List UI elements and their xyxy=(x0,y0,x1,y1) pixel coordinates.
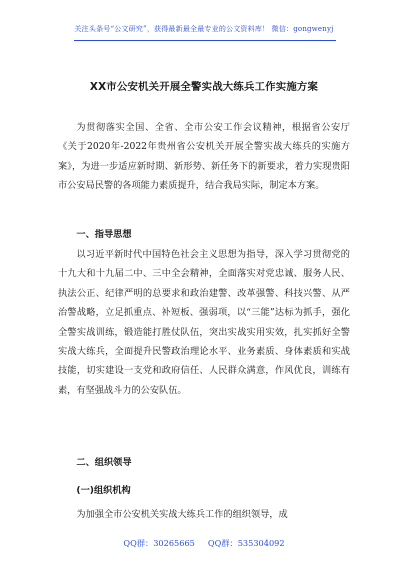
section-heading-organization: 二、组织领导 xyxy=(76,457,132,468)
intro-paragraph: 为贯彻落实全国、全省、全市公安工作会议精神，根据省公安厅《关于2020年-2022年贵州省公安机关开展全警实战大练兵的实施方案》，为进一步适应新时期、新形势、新任务下的新要求，着力实现贵阳市公安局民警的各项能力素质提升，结合我局实际，制定本方案。 xyxy=(58,122,350,192)
org-structure-paragraph: 为加强全市公安机关实战大练兵工作的组织领导，成 xyxy=(76,509,288,520)
header-promo-note: 关注头条号“公文研究”，获得最新最全最专业的公文资料库！ 微信：gongwenyj xyxy=(74,25,334,33)
subsection-heading-org-structure: (一)组织机构 xyxy=(76,485,131,496)
document-title: XX市公安机关开展全警实战大练兵工作实施方案 xyxy=(89,81,319,93)
footer-qq-groups: QQ群：30265665 QQ群：535304092 xyxy=(123,538,285,548)
header-divider xyxy=(74,40,336,41)
guiding-thought-paragraph: 以习近平新时代中国特色社会主义思想为指导，深入学习贯彻党的十九大和十九届二中、三中全会精神，全面落实对党忠诚、服务人民、执法公正、纪律严明的总要求和政治建警、改革强警、科技兴警、从严治警战略，立足抓重点、补短板、强弱项，以“三能”达标为抓手，强化全警实战训练，锻造能打胜仗队伍，突出实战实用实效，扎实抓好全警实战大练兵，全面提升民警政治理论水平、业务素质、身体素质和实战技能，切实建设一支党和政府信任、人民群众满意，作风优良，训练有素，有坚强战斗力的公安队伍。 xyxy=(58,249,350,396)
section-heading-guiding-thought: 一、指导思想 xyxy=(76,229,132,240)
